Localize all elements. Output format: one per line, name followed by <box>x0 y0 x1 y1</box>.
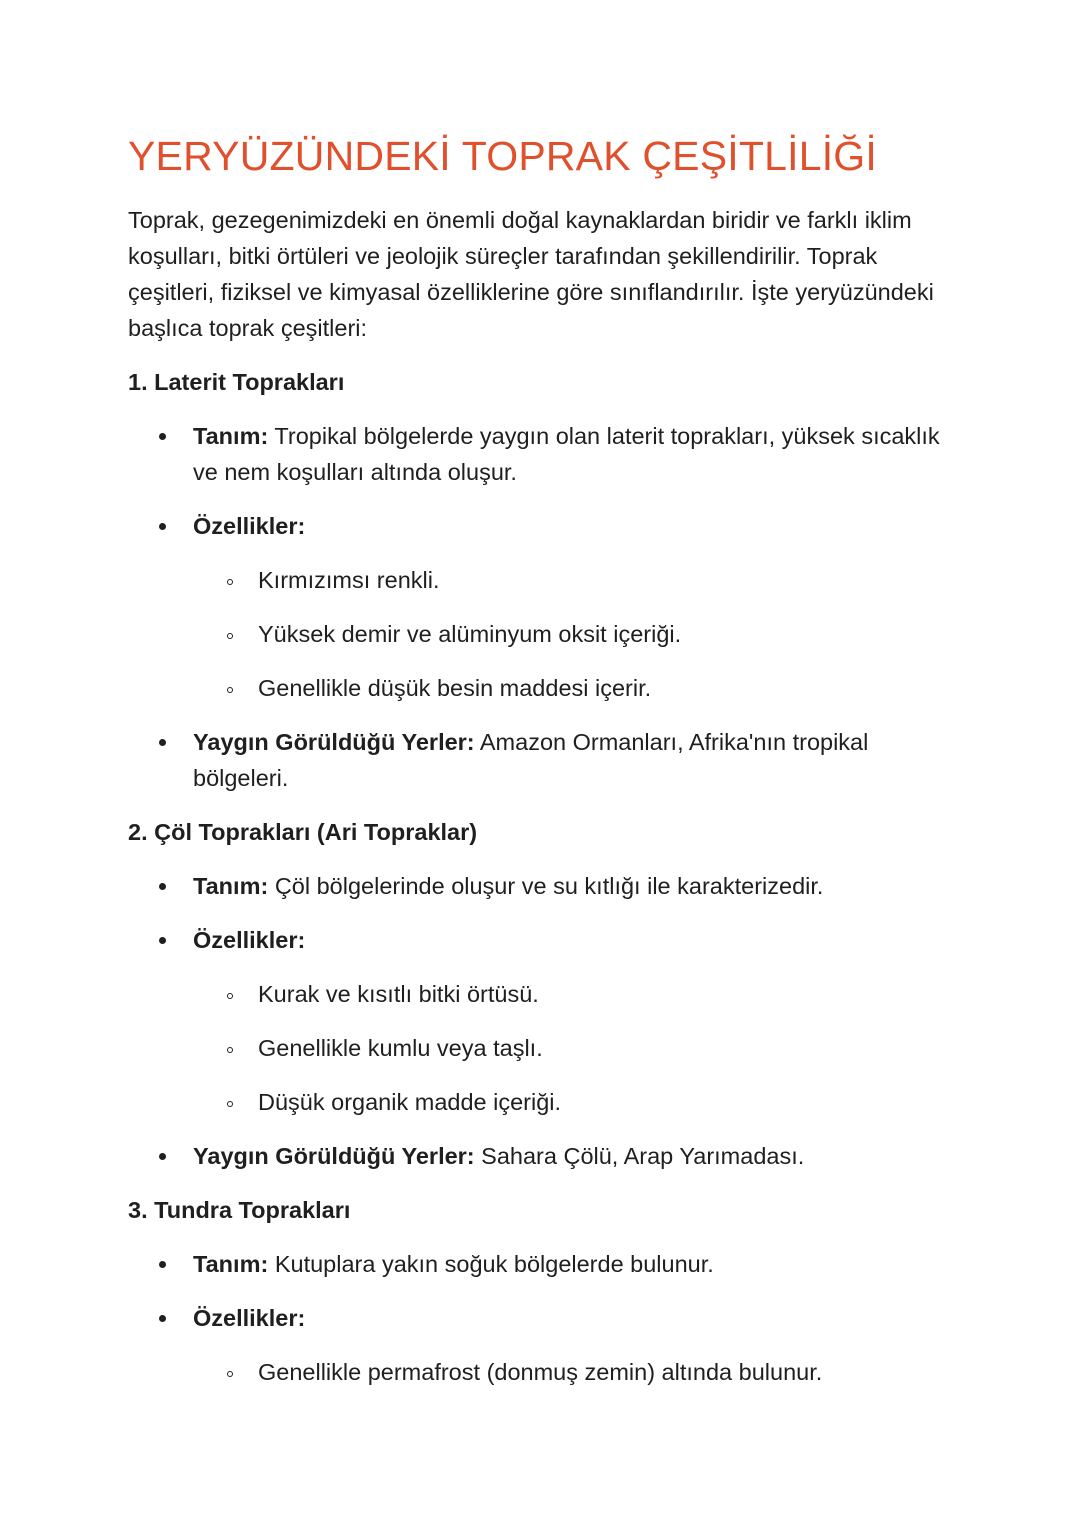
circle-bullet-icon <box>227 993 233 999</box>
section-heading: 3. Tundra Toprakları <box>128 1197 351 1223</box>
circle-bullet-icon <box>227 687 233 693</box>
ozellikler-label: Özellikler: <box>193 1305 306 1331</box>
circle-bullet-icon <box>227 1047 233 1053</box>
bullet-icon <box>159 883 166 890</box>
ozellikler-list <box>193 1354 968 1390</box>
section-col <box>128 814 968 1174</box>
list-item-yerler <box>128 1138 968 1174</box>
list-item-text: Genellikle düşük besin maddesi içerir. <box>258 675 652 701</box>
intro-paragraph: Toprak, gezegenimizdeki en önemli doğal kaynaklardan biridir ve farklı iklim koşulları, bitki örtüleri ve jeolojik süreçler tarafından şekillendirilir. Toprak çeşitleri, fiziksel ve kimyasal özelliklerine göre sınıflandırılır. İşte yeryüzündeki başlıca toprak çeşitleri: <box>128 207 934 341</box>
list-item <box>193 976 968 1012</box>
ozellikler-list <box>193 562 968 706</box>
tanim-text: Çöl bölgelerinde oluşur ve su kıtlığı ile karakterizedir. <box>268 873 824 899</box>
list-item <box>193 1084 968 1120</box>
section-list <box>128 418 968 796</box>
list-item <box>193 1354 968 1390</box>
bullet-icon <box>159 1261 166 1268</box>
bullet-icon <box>159 1153 166 1160</box>
list-item-tanim <box>128 418 968 490</box>
list-item-text: Kurak ve kısıtlı bitki örtüsü. <box>258 981 539 1007</box>
list-item-ozellikler <box>128 922 968 1120</box>
yerler-label: Yaygın Görüldüğü Yerler: <box>193 1143 475 1169</box>
document-page <box>128 128 968 1390</box>
yerler-label: Yaygın Görüldüğü Yerler: <box>193 729 475 755</box>
list-item-text: Düşük organik madde içeriği. <box>258 1089 562 1115</box>
bullet-icon <box>159 739 166 746</box>
tanim-label: Tanım: <box>193 423 269 449</box>
ozellikler-label: Özellikler: <box>193 927 306 953</box>
section-heading: 2. Çöl Toprakları (Ari Topraklar) <box>128 819 478 845</box>
list-item-tanim <box>128 1246 968 1282</box>
list-item-ozellikler <box>128 1300 968 1390</box>
circle-bullet-icon <box>227 633 233 639</box>
circle-bullet-icon <box>227 1371 233 1377</box>
bullet-icon <box>159 523 166 530</box>
circle-bullet-icon <box>227 579 233 585</box>
section-list <box>128 1246 968 1390</box>
list-item-text: Genellikle permafrost (donmuş zemin) altında bulunur. <box>258 1359 823 1385</box>
yerler-text: Amazon Ormanları, Afrika'nın tropikal bölgeleri. <box>193 729 869 791</box>
list-item-text: Yüksek demir ve alüminyum oksit içeriği. <box>258 621 682 647</box>
list-item-text: Genellikle kumlu veya taşlı. <box>258 1035 543 1061</box>
tanim-text: Tropikal bölgelerde yaygın olan laterit toprakları, yüksek sıcaklık ve nem koşulları altında oluşur. <box>193 423 940 485</box>
list-item <box>193 1030 968 1066</box>
list-item-text: Kırmızımsı renkli. <box>258 567 440 593</box>
tanim-label: Tanım: <box>193 1251 269 1277</box>
bullet-icon <box>159 937 166 944</box>
tanim-text: Kutuplara yakın soğuk bölgelerde bulunur. <box>268 1251 714 1277</box>
section-list <box>128 868 968 1174</box>
section-heading: 1. Laterit Toprakları <box>128 369 345 395</box>
bullet-icon <box>159 1315 166 1322</box>
page-title: YERYÜZÜNDEKİ TOPRAK ÇEŞİTLİLİĞİ <box>128 133 877 179</box>
list-item <box>193 616 968 652</box>
list-item-ozellikler <box>128 508 968 706</box>
list-item-tanim <box>128 868 968 904</box>
circle-bullet-icon <box>227 1101 233 1107</box>
list-item <box>193 670 968 706</box>
bullet-icon <box>159 433 166 440</box>
list-item-yerler <box>128 724 968 796</box>
section-laterit <box>128 364 968 796</box>
list-item <box>193 562 968 598</box>
ozellikler-list <box>193 976 968 1120</box>
ozellikler-label: Özellikler: <box>193 513 306 539</box>
yerler-text: Sahara Çölü, Arap Yarımadası. <box>474 1143 805 1169</box>
tanim-label: Tanım: <box>193 873 269 899</box>
section-tundra <box>128 1192 968 1390</box>
